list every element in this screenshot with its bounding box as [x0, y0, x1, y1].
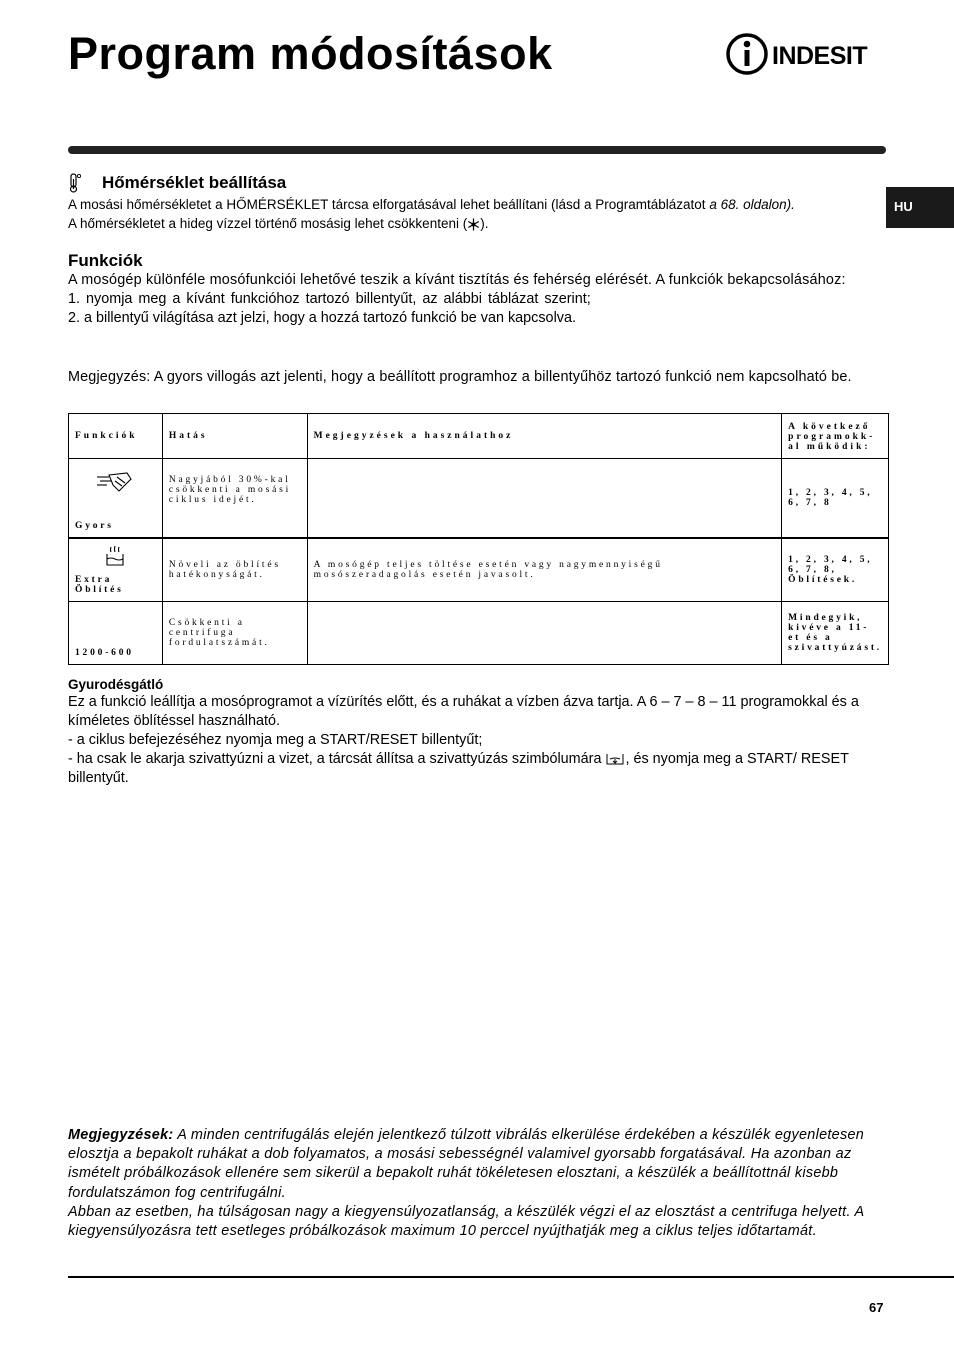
header-notes: Megjegyzések a használathoz	[307, 414, 782, 459]
balancing-note-label: Megjegyzések:	[68, 1127, 174, 1143]
function-cell	[69, 602, 163, 665]
function-name: Extra Öblítés	[75, 575, 124, 595]
header-divider	[68, 146, 886, 154]
balancing-note	[68, 1126, 878, 1241]
functions-heading: Funkciók	[68, 251, 143, 270]
function-name: 1200-600	[75, 648, 134, 658]
balancing-note-text2: Abban az esetben, ha túlságosan nagy a kiegyensúlyozatlanság, a készülék végzi el az elosztást a centrifuga helyett. A kiegyensúlyozásra tett esetleges próbálkozások maximum 10 perccel nyújthatják meg a ciklus teljes időtartamát.	[68, 1203, 864, 1240]
language-tab	[886, 187, 954, 228]
header-effect: Hatás	[162, 414, 307, 459]
temperature-heading: Hőmérséklet beállítása	[102, 173, 287, 192]
header-programs: A következő programokk-al működik:	[782, 414, 889, 459]
drain-icon	[605, 752, 625, 766]
functions-step2: 2. a billentyű világítása azt jelzi, hogy a hozzá tartozó funkció be van kapcsolva.	[68, 310, 576, 326]
functions-intro: A mosógép különféle mosófunkciói lehetővé teszik a kívánt tisztítás és fehérség elérését. A funkciók bekapcsolásához:	[68, 272, 846, 288]
functions-step1: 1. nyomja meg a kívánt funkcióhoz tartozó billentyűt, az alábbi táblázat szerint;	[68, 291, 591, 307]
table-header-row	[69, 414, 889, 459]
temperature-section-header	[68, 173, 286, 193]
temperature-line1: A mosási hőmérsékletet a HŐMÉRSÉKLET tárcsa elforgatásával lehet beállítani (lásd a Programtáblázatot	[68, 197, 710, 212]
programs-cell: 1, 2, 3, 4, 5, 6, 7, 8	[782, 459, 889, 539]
temperature-text	[68, 195, 888, 233]
function-cell	[69, 538, 163, 602]
anticrease-line1: Ez a funkció leállítja a mosóprogramot a vízürítés előtt, és a ruhákat a vízben ázva tartja. A 6 – 7 – 8 – 11 programokkal és a kíméletes öblítéssel használható.	[68, 694, 859, 729]
temperature-line2-end: ).	[480, 216, 489, 231]
anticrease-text	[68, 693, 888, 788]
function-name: Gyors	[75, 521, 114, 531]
fast-icon	[95, 469, 135, 497]
table-row	[69, 602, 889, 665]
effect-cell: Nagyjából 30%-kal csökkenti a mosási ciklus idejét.	[162, 459, 307, 539]
temperature-line1-ref: a 68. oldalon).	[709, 197, 795, 212]
language-tab-label: HU	[894, 199, 913, 214]
effect-cell: Növeli az öblítés hatékonyságát.	[162, 538, 307, 602]
anticrease-line3-end: , és nyomja meg a START/ RESET billentyűt.	[68, 751, 849, 786]
function-cell	[69, 459, 163, 539]
page-title: Program módosítások	[68, 28, 553, 79]
anticrease-heading: Gyurodésgátló	[68, 677, 164, 692]
anticrease-line3: - ha csak le akarja szivattyúzni a vizet, a tárcsát állítsa a szivattyúzás szimbólumára	[68, 751, 606, 767]
extra-rinse-icon	[103, 545, 127, 569]
programs-cell: Mindegyik, kivéve a 11-et és a szivattyúzást.	[782, 602, 889, 665]
notes-cell	[307, 602, 782, 665]
functions-text	[68, 271, 888, 328]
effect-cell: Csökkenti a centrifuga fordulatszámát.	[162, 602, 307, 665]
table-row	[69, 538, 889, 602]
functions-note: Megjegyzés: A gyors villogás azt jelenti, hogy a beállított programhoz a billentyűhöz tartozó funkció nem kapcsolható be.	[68, 369, 852, 385]
functions-table	[68, 413, 889, 665]
notes-cell: A mosógép teljes töltése esetén vagy nagymennyiségű mosószeradagolás esetén javasolt.	[307, 538, 782, 602]
header-functions: Funkciók	[69, 414, 163, 459]
programs-cell: 1, 2, 3, 4, 5, 6, 7, 8, Öblítések.	[782, 538, 889, 602]
table-row	[69, 459, 889, 539]
balancing-note-text: A minden centrifugálás elején jelentkező túlzott vibrálás elkerülése érdekében a készülék egyenletesen elosztja a bepakolt ruhákat a dob folyamatos, a mosási sebességnél valamivel gyorsabb forgatásával. Ha azonban az ismételt próbálkozások ellenére sem sikerül a bepakolt ruhát tökéletesen elosztani, a készülék a beállítottnál kisebb fordulatszámon fog centrifugálni.	[68, 1127, 865, 1201]
anticrease-line2: - a ciklus befejezéséhez nyomja meg a START/RESET billentyűt;	[68, 732, 483, 748]
notes-cell	[307, 459, 782, 539]
snowflake-icon	[467, 218, 480, 231]
temperature-line2: A hőmérsékletet a hideg vízzel történő mosásig lehet csökkenteni (	[68, 216, 468, 231]
thermometer-icon	[68, 173, 82, 193]
footer-divider	[68, 1276, 954, 1278]
indesit-logo	[726, 32, 888, 76]
page-number: 67	[869, 1300, 884, 1315]
svg-text:INDESIT: INDESIT	[772, 42, 868, 70]
